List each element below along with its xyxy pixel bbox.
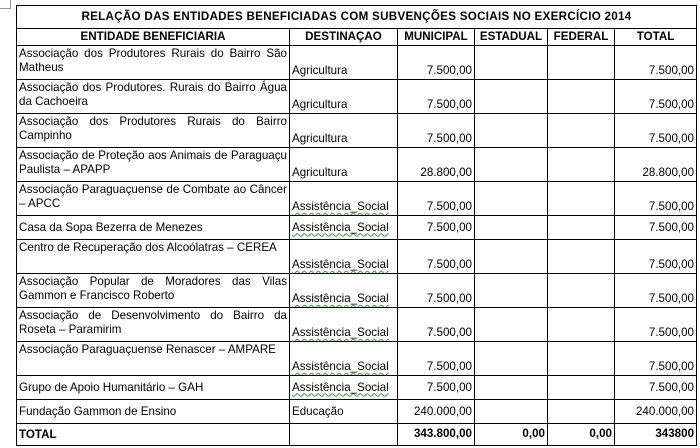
municipal-cell: 7.500,00: [398, 342, 475, 376]
estadual-cell: [475, 342, 548, 376]
entity-cell: Associação dos Produtores. Rurais do Bairro Água da Cachoeira: [17, 80, 290, 114]
table-row: [17, 46, 697, 80]
entity-cell: Associação de Desenvolvimento do Bairro da Roseta – Paramirim: [17, 308, 290, 342]
estadual-cell: [475, 240, 548, 274]
destination-cell: [290, 216, 398, 240]
municipal-cell: 7.500,00: [398, 182, 475, 216]
destination-cell: [290, 376, 398, 400]
entity-cell: Centro de Recuperação dos Alcoólatras – CEREA: [17, 240, 290, 274]
header-municipal: MUNICIPAL: [398, 29, 475, 46]
entity-cell: Fundação Gammon de Ensino: [17, 400, 290, 424]
header-estadual: ESTADUAL: [475, 29, 548, 46]
total-cell: 7.500,00: [615, 46, 697, 80]
table-row: [17, 216, 697, 240]
estadual-cell: [475, 216, 548, 240]
header-federal: FEDERAL: [548, 29, 615, 46]
federal-cell: [548, 46, 615, 80]
municipal-cell: 7.500,00: [398, 216, 475, 240]
municipal-cell: 7.500,00: [398, 114, 475, 148]
estadual-cell: [475, 182, 548, 216]
grand-total: 343800: [615, 424, 697, 446]
estadual-cell: [475, 400, 548, 424]
table-row: [17, 182, 697, 216]
federal-cell: [548, 240, 615, 274]
total-cell: 7.500,00: [615, 274, 697, 308]
estadual-cell: [475, 80, 548, 114]
total-municipal: 343.800,00: [398, 424, 475, 446]
table-row: [17, 342, 697, 376]
federal-cell: [548, 148, 615, 182]
municipal-cell: 240.000,00: [398, 400, 475, 424]
municipal-cell: 7.500,00: [398, 46, 475, 80]
destination-cell: Agricultura: [290, 80, 398, 114]
destination-cell: Agricultura: [290, 46, 398, 80]
federal-cell: [548, 80, 615, 114]
municipal-cell: 7.500,00: [398, 240, 475, 274]
total-cell: 7.500,00: [615, 114, 697, 148]
federal-cell: [548, 216, 615, 240]
table-row: [17, 80, 697, 114]
destination-cell: [290, 240, 398, 274]
entity-cell: Grupo de Apoio Humanitário – GAH: [17, 376, 290, 400]
table-row: [17, 376, 697, 400]
destination-label: Assistência_Social: [292, 360, 389, 373]
total-cell: 7.500,00: [615, 80, 697, 114]
entity-cell: Associação Paraguaçuense de Combate ao Câncer – APCC: [17, 182, 290, 216]
destination-cell: [290, 308, 398, 342]
table-row: [17, 400, 697, 424]
header-destination: DESTINAÇAO: [290, 29, 398, 46]
total-cell: 7.500,00: [615, 308, 697, 342]
total-cell: 7.500,00: [615, 216, 697, 240]
total-cell: 7.500,00: [615, 376, 697, 400]
entity-cell: Associação Popular de Moradores das Vilas Gammon e Francisco Roberto: [17, 274, 290, 308]
entity-cell: Associação dos Produtores Rurais do Bairro São Matheus: [17, 46, 290, 80]
total-cell: 28.800,00: [615, 148, 697, 182]
destination-cell: Agricultura: [290, 148, 398, 182]
estadual-cell: [475, 308, 548, 342]
municipal-cell: 28.800,00: [398, 148, 475, 182]
municipal-cell: 7.500,00: [398, 274, 475, 308]
entity-cell: Casa da Sopa Bezerra de Menezes: [17, 216, 290, 240]
federal-cell: [548, 182, 615, 216]
total-cell: 7.500,00: [615, 342, 697, 376]
table-row: [17, 114, 697, 148]
total-label: TOTAL: [17, 424, 290, 446]
header-total: TOTAL: [615, 29, 697, 46]
page-corner-mark: [0, 0, 11, 9]
destination-cell: Agricultura: [290, 114, 398, 148]
municipal-cell: 7.500,00: [398, 376, 475, 400]
total-federal: 0,00: [548, 424, 615, 446]
estadual-cell: [475, 46, 548, 80]
estadual-cell: [475, 376, 548, 400]
destination-label: Assistência_Social: [292, 200, 389, 213]
estadual-cell: [475, 148, 548, 182]
entity-cell: Associação dos Produtores Rurais do Bairro Campinho: [17, 114, 290, 148]
destination-cell: [290, 274, 398, 308]
estadual-cell: [475, 114, 548, 148]
total-cell: 7.500,00: [615, 182, 697, 216]
municipal-cell: 7.500,00: [398, 308, 475, 342]
federal-cell: [548, 308, 615, 342]
federal-cell: [548, 376, 615, 400]
entity-cell: Associação de Proteção aos Animais de Paraguaçu Paulista – APAPP: [17, 148, 290, 182]
destination-cell: [290, 342, 398, 376]
header-entity: ENTIDADE BENEFICIARIA: [17, 29, 290, 46]
total-destination-cell: [290, 424, 398, 446]
federal-cell: [548, 342, 615, 376]
destination-label: Assistência_Social: [292, 326, 389, 339]
municipal-cell: 7.500,00: [398, 80, 475, 114]
table-row: [17, 274, 697, 308]
destination-label: Assistência_Social: [292, 380, 389, 394]
destination-label: Assistência_Social: [292, 220, 389, 234]
total-cell: 240.000,00: [615, 400, 697, 424]
federal-cell: [548, 114, 615, 148]
table-row: [17, 308, 697, 342]
total-cell: 7.500,00: [615, 240, 697, 274]
total-row: [17, 424, 697, 446]
estadual-cell: [475, 274, 548, 308]
subsidies-table: [16, 5, 697, 446]
table-row: [17, 148, 697, 182]
federal-cell: [548, 274, 615, 308]
federal-cell: [548, 400, 615, 424]
destination-label: Assistência_Social: [292, 292, 389, 305]
destination-cell: [290, 182, 398, 216]
table-row: [17, 240, 697, 274]
destination-cell: Educação: [290, 400, 398, 424]
entity-cell: Associação Paraguaçuense Renascer – AMPARE: [17, 342, 290, 376]
table-title: RELAÇÃO DAS ENTIDADES BENEFICIADAS COM SUBVENÇÕES SOCIAIS NO EXERCÍCIO 2014: [17, 6, 697, 29]
total-estadual: 0,00: [475, 424, 548, 446]
destination-label: Assistência_Social: [292, 258, 389, 271]
